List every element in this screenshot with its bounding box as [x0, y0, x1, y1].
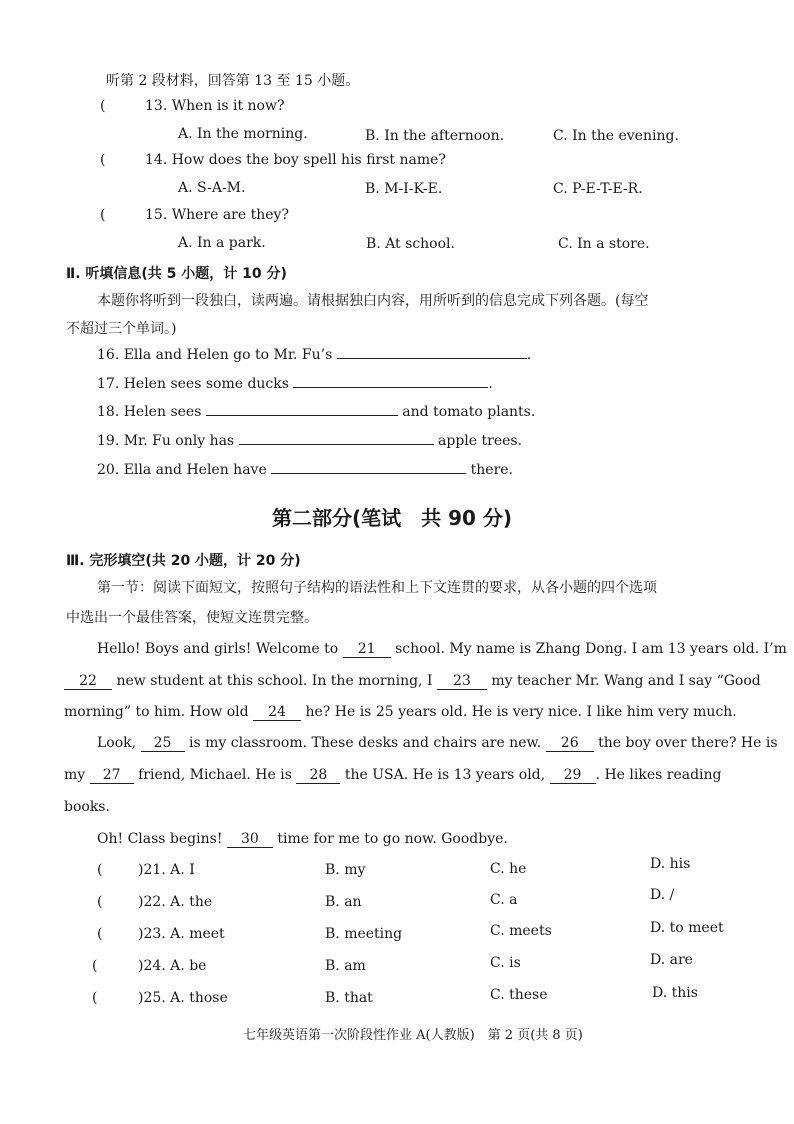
- choice-24-c: C. is: [490, 955, 521, 971]
- cloze-blank-23[interactable]: 23: [437, 674, 487, 690]
- page-footer: 七年级英语第一次阶段性作业 A(人教版) 第 2 页(共 8 页): [243, 1028, 583, 1043]
- answer-paren: (: [92, 958, 98, 974]
- choice-22-b: B. an: [325, 894, 362, 910]
- answer-blank-16[interactable]: [337, 358, 527, 359]
- cloze-blank-24[interactable]: 24: [253, 705, 301, 721]
- choice-23-c: C. meets: [490, 923, 552, 939]
- choice-24-b: B. am: [325, 958, 366, 974]
- answer-paren: (: [100, 152, 106, 168]
- fill-item-20: 20. Ella and Helen have there.: [97, 462, 514, 478]
- cloze-blank-22[interactable]: 22: [64, 674, 112, 690]
- cloze-blank-28[interactable]: 28: [296, 768, 340, 784]
- choice-24-d: D. are: [650, 952, 693, 968]
- question-13: 13. When is it now?: [145, 98, 285, 114]
- passage-line: Look, 25 is my classroom. These desks and chairs are new. 26 the boy over there? He is: [97, 735, 778, 751]
- answer-paren: (: [92, 990, 98, 1006]
- choice-25-d: D. this: [652, 985, 698, 1001]
- part-2-title: 第二部分(笔试 共 90 分): [272, 506, 513, 530]
- answer-paren: (: [100, 98, 106, 114]
- choice-23-d: D. to meet: [650, 920, 724, 936]
- passage-line: books.: [64, 799, 110, 815]
- q14-option-b: B. M-I-K-E.: [365, 181, 443, 197]
- passage-line: Oh! Class begins! 30 time for me to go now. Goodbye.: [97, 831, 508, 847]
- cloze-blank-21[interactable]: 21: [343, 642, 391, 658]
- fill-item-17: 17. Helen sees some ducks .: [97, 376, 493, 392]
- q15-option-a: A. In a park.: [178, 235, 266, 251]
- choice-21-c: C. he: [490, 861, 527, 877]
- q15-option-b: B. At school.: [366, 236, 455, 252]
- passage-line: morning” to him. How old 24 he? He is 25 years old. He is very nice. I like him very much.: [64, 704, 737, 720]
- choice-21-b: B. my: [325, 862, 366, 878]
- answer-blank-17[interactable]: [293, 387, 488, 388]
- answer-paren: (: [100, 207, 106, 223]
- cloze-blank-26[interactable]: 26: [546, 736, 594, 752]
- answer-paren: (: [97, 926, 103, 942]
- cloze-blank-30[interactable]: 30: [227, 832, 273, 848]
- q14-option-c: C. P-E-T-E-R.: [553, 181, 643, 197]
- choice-21-d: D. his: [650, 856, 691, 872]
- choice-25-a: )25. A. those: [138, 990, 228, 1006]
- question-14: 14. How does the boy spell his first name?: [145, 152, 446, 168]
- choice-22-c: C. a: [490, 892, 518, 908]
- answer-paren: (: [97, 862, 103, 878]
- q13-option-c: C. In the evening.: [553, 128, 679, 144]
- choice-22-d: D. /: [650, 887, 675, 903]
- section-2-instructions-cont: 不超过三个单词。): [66, 321, 177, 337]
- choice-25-b: B. that: [325, 990, 373, 1006]
- choice-25-c: C. these: [490, 987, 548, 1003]
- listening-intro: 听第 2 段材料，回答第 13 至 15 小题。: [106, 73, 360, 89]
- section-3-instructions: 第一节：阅读下面短文，按照句子结构的语法性和上下文连贯的要求，从各小题的四个选项: [97, 580, 657, 596]
- choice-22-a: )22. A. the: [138, 894, 213, 910]
- q14-option-a: A. S-A-M.: [178, 180, 246, 196]
- q15-option-c: C. In a store.: [558, 236, 650, 252]
- section-3-heading: Ⅲ. 完形填空(共 20 小题，计 20 分): [66, 553, 301, 569]
- choice-23-b: B. meeting: [325, 926, 403, 942]
- answer-blank-20[interactable]: [271, 473, 466, 474]
- choice-23-a: )23. A. meet: [138, 926, 225, 942]
- answer-blank-18[interactable]: [206, 415, 398, 416]
- passage-line: 22 new student at this school. In the morning, I 23 my teacher Mr. Wang and I say “Good: [64, 673, 761, 690]
- question-15: 15. Where are they?: [145, 207, 289, 223]
- fill-item-18: 18. Helen sees and tomato plants.: [97, 404, 536, 420]
- fill-item-19: 19. Mr. Fu only has apple trees.: [97, 433, 523, 449]
- section-2-instructions: 本题你将听到一段独白，读两遍。请根据独白内容，用所听到的信息完成下列各题。(每空: [97, 293, 649, 309]
- q13-option-b: B. In the afternoon.: [365, 128, 505, 144]
- cloze-blank-27[interactable]: 27: [90, 768, 134, 784]
- section-2-heading: Ⅱ. 听填信息(共 5 小题，计 10 分): [66, 266, 287, 282]
- answer-paren: (: [97, 894, 103, 910]
- cloze-blank-25[interactable]: 25: [141, 736, 185, 752]
- section-3-instructions-cont: 中选出一个最佳答案，使短文连贯完整。: [66, 610, 318, 626]
- cloze-blank-29[interactable]: 29: [550, 768, 596, 784]
- answer-blank-19[interactable]: [239, 444, 434, 445]
- fill-item-16: 16. Ella and Helen go to Mr. Fu’s .: [97, 347, 532, 363]
- passage-line: Hello! Boys and girls! Welcome to 21 school. My name is Zhang Dong. I am 13 years old. I’m: [97, 641, 787, 657]
- passage-line: my 27 friend, Michael. He is 28 the USA. He is 13 years old, 29 . He likes reading: [64, 767, 722, 783]
- choice-24-a: )24. A. be: [138, 958, 207, 974]
- choice-21-a: )21. A. I: [138, 862, 195, 878]
- q13-option-a: A. In the morning.: [178, 126, 308, 142]
